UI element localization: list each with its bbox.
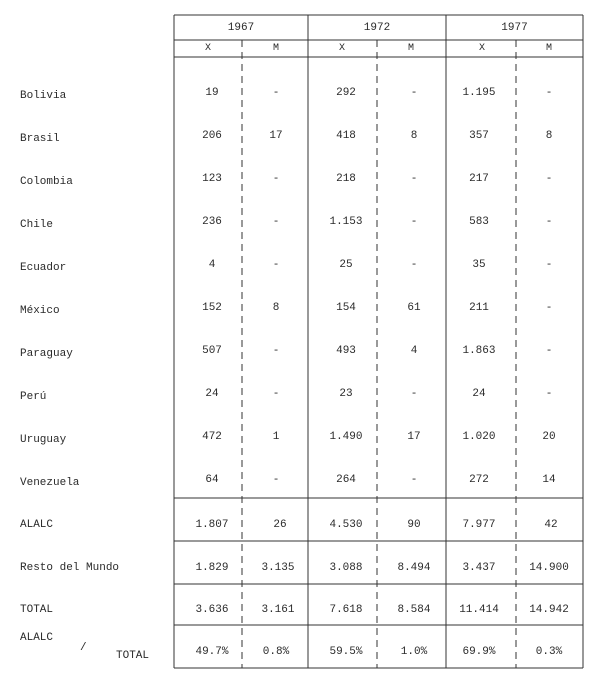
cell: 4 (208, 259, 216, 271)
cell: 7.977 (462, 519, 496, 531)
cell: - (272, 216, 280, 228)
cell: - (272, 345, 280, 357)
row-label: Resto del Mundo (20, 562, 120, 574)
cell: - (272, 87, 280, 99)
cell: - (272, 474, 280, 486)
cell: 4.530 (329, 519, 363, 531)
cell: 59.5% (329, 646, 363, 658)
cell: 24 (472, 388, 486, 400)
year-header-1972: 1972 (363, 22, 391, 34)
cell: - (272, 259, 280, 271)
cell: 8.584 (397, 604, 431, 616)
cell: 472 (202, 431, 222, 443)
cell: 1.863 (462, 345, 496, 357)
row-label: TOTAL (20, 604, 54, 616)
cell: 25 (339, 259, 353, 271)
cell: 3.135 (261, 562, 295, 574)
cell: 3.088 (329, 562, 363, 574)
cell: 4 (410, 345, 418, 357)
cell: - (545, 173, 553, 185)
cell: 17 (407, 431, 421, 443)
row-label: Venezuela (20, 477, 80, 489)
cell: 0.8% (262, 646, 290, 658)
cell: 61 (407, 302, 421, 314)
cell: 493 (336, 345, 356, 357)
row-label: Colombia (20, 176, 73, 188)
cell: 507 (202, 345, 222, 357)
cell: 3.636 (195, 604, 229, 616)
cell: - (410, 388, 418, 400)
cell: 3.437 (462, 562, 496, 574)
cell: 8.494 (397, 562, 431, 574)
cell: 418 (336, 130, 356, 142)
cell: 1.195 (462, 87, 496, 99)
cell: 1.807 (195, 519, 229, 531)
cell: - (410, 474, 418, 486)
subheader-x-1972: X (338, 43, 345, 54)
cell: 24 (205, 388, 219, 400)
cell: 236 (202, 216, 222, 228)
cell: 357 (469, 130, 489, 142)
cell: 1.0% (400, 646, 428, 658)
cell: 1.490 (329, 431, 363, 443)
cell: 218 (336, 173, 356, 185)
cell: 35 (472, 259, 486, 271)
row-label: Chile (20, 219, 54, 231)
cell: 1 (272, 431, 280, 443)
cell: 8 (272, 302, 280, 314)
cell: 206 (202, 130, 222, 142)
cell: 69.9% (462, 646, 496, 658)
cell: 14.942 (529, 604, 569, 616)
cell: - (545, 388, 553, 400)
cell: 90 (407, 519, 421, 531)
row-label: ALALC (20, 519, 54, 531)
cell: 7.618 (329, 604, 363, 616)
subheader-m-1977: M (545, 43, 552, 54)
cell: 3.161 (261, 604, 295, 616)
cell: 64 (205, 474, 219, 486)
subheader-m-1972: M (407, 43, 414, 54)
subheader-x-1967: X (204, 43, 211, 54)
row-label: Brasil (20, 133, 60, 145)
cell: 42 (544, 519, 558, 531)
cell: 123 (202, 173, 222, 185)
cell: 14.900 (529, 562, 569, 574)
row-label: Ecuador (20, 262, 67, 274)
cell: - (545, 87, 553, 99)
cell: 8 (410, 130, 418, 142)
year-header-1977: 1977 (501, 22, 528, 34)
cell: 152 (202, 302, 222, 314)
subheader-m-1967: M (272, 43, 279, 54)
cell: 1.153 (329, 216, 363, 228)
cell: 292 (336, 87, 356, 99)
cell: 211 (469, 302, 489, 314)
cell: - (410, 259, 418, 271)
cell: - (545, 216, 553, 228)
row-label: Paraguay (20, 348, 73, 360)
cell: 1.829 (195, 562, 229, 574)
cell: 20 (542, 431, 556, 443)
cell: - (410, 87, 418, 99)
row-label: Uruguay (20, 434, 67, 446)
year-header-1967: 1967 (227, 22, 255, 34)
ratio-label-slash: / (80, 642, 87, 654)
cell: 17 (269, 130, 283, 142)
cell: 11.414 (459, 604, 499, 616)
cell: 264 (336, 474, 356, 486)
cell: - (545, 302, 553, 314)
cell: 49.7% (195, 646, 229, 658)
row-label: Bolivia (20, 90, 67, 102)
ratio-label-bottom: TOTAL (116, 650, 150, 662)
cell: 154 (336, 302, 356, 314)
cell: 23 (339, 388, 353, 400)
cell: 14 (542, 474, 556, 486)
cell: 8 (545, 130, 553, 142)
cell: - (272, 173, 280, 185)
ratio-label-top: ALALC (20, 632, 54, 644)
cell: - (410, 173, 418, 185)
cell: 272 (469, 474, 489, 486)
cell: - (545, 345, 553, 357)
cell: - (410, 216, 418, 228)
cell: 0.3% (535, 646, 563, 658)
row-label: Perú (20, 391, 47, 403)
cell: 19 (205, 87, 219, 99)
cell: - (272, 388, 280, 400)
subheader-x-1977: X (478, 43, 485, 54)
cell: 1.020 (462, 431, 496, 443)
cell: - (545, 259, 553, 271)
row-label: México (20, 305, 60, 317)
cell: 26 (273, 519, 287, 531)
cell: 583 (469, 216, 489, 228)
cell: 217 (469, 173, 489, 185)
